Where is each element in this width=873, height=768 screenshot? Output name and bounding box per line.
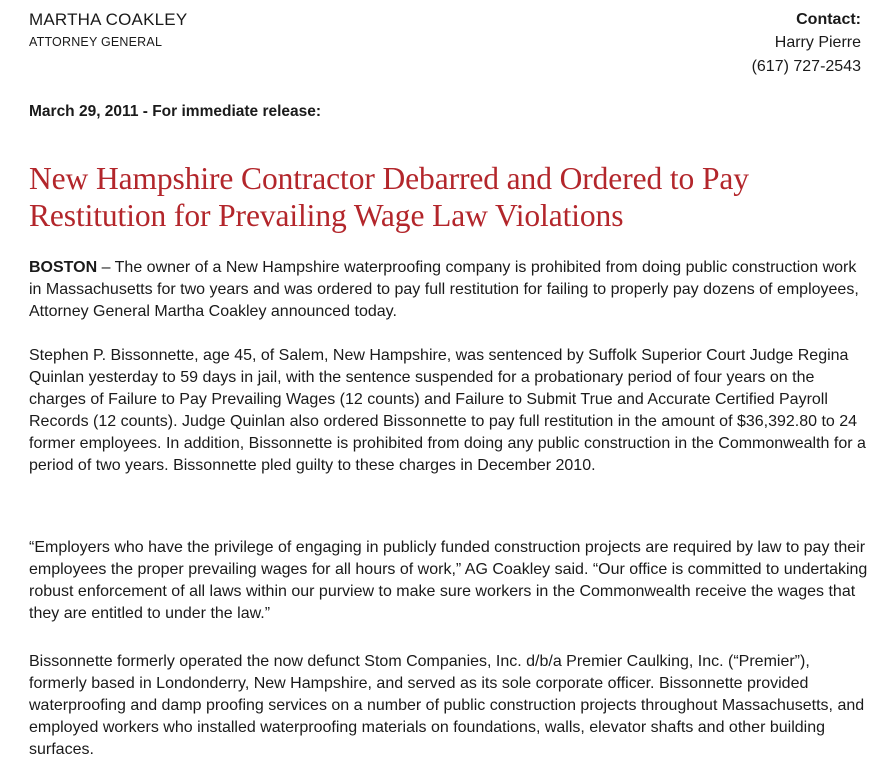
official-title: ATTORNEY GENERAL — [29, 35, 163, 49]
official-name: MARTHA COAKLEY — [29, 10, 188, 29]
contact-name: Harry Pierre — [774, 34, 861, 51]
paragraph-3-quote: “Employers who have the privilege of engaging in publicly funded construction projects are required by law to pay their employees the proper prevailing wages for all hours of work,” AG Coakley said. “Our office is committed to undertaking robust enforcement of all laws within our purview to make sure workers in the Commonwealth receive the wages that they are entitled to under the law.” — [29, 539, 868, 622]
contact-label: Contact: — [796, 11, 861, 28]
contact-phone: (617) 727-2543 — [751, 58, 861, 75]
paragraph-1 — [29, 257, 871, 323]
release-date-line: March 29, 2011 - For immediate release: — [29, 103, 322, 120]
paragraph-2: Stephen P. Bissonnette, age 45, of Salem, New Hampshire, was sentenced by Suffolk Superior Court Judge Regina Quinlan yesterday to 59 days in jail, with the sentence suspended for a probationary period of four years on the charges of Failure to Pay Prevailing Wages (12 counts) and Failure to Submit True and Accurate Certified Payroll Records (12 counts). Judge Quinlan also ordered Bissonnette to pay full restitution in the amount of $36,392.80 to 24 former employees. In addition, Bissonnette is prohibited from doing any public construction in the Commonwealth for a period of two years. Bissonnette pled guilty to these charges in December 2010. — [29, 347, 866, 474]
contact-block — [752, 9, 861, 79]
paragraph-4: Bissonnette formerly operated the now defunct Stom Companies, Inc. d/b/a Premier Caulking, Inc. (“Premier”), formerly based in Londonderry, New Hampshire, and served as its sole corporate officer. Bissonnette provided waterproofing and damp proofing services on a number of public construction projects throughout Massachusetts, and employed workers who installed waterproofing materials on foundations, walls, elevator shafts and other building surfaces. — [29, 653, 865, 758]
paragraph-1-body: – The owner of a New Hampshire waterproofing company is prohibited from doing public construction work in Massachusetts for two years and was ordered to pay full restitution for failing to properly pay dozens of employees, Attorney General Martha Coakley announced today. — [29, 259, 859, 320]
dateline: BOSTON — [29, 259, 98, 276]
office-header — [29, 9, 187, 51]
headline: New Hampshire Contractor Debarred and Ordered to Pay Restitution for Prevailing Wage Law Violations — [29, 161, 749, 233]
